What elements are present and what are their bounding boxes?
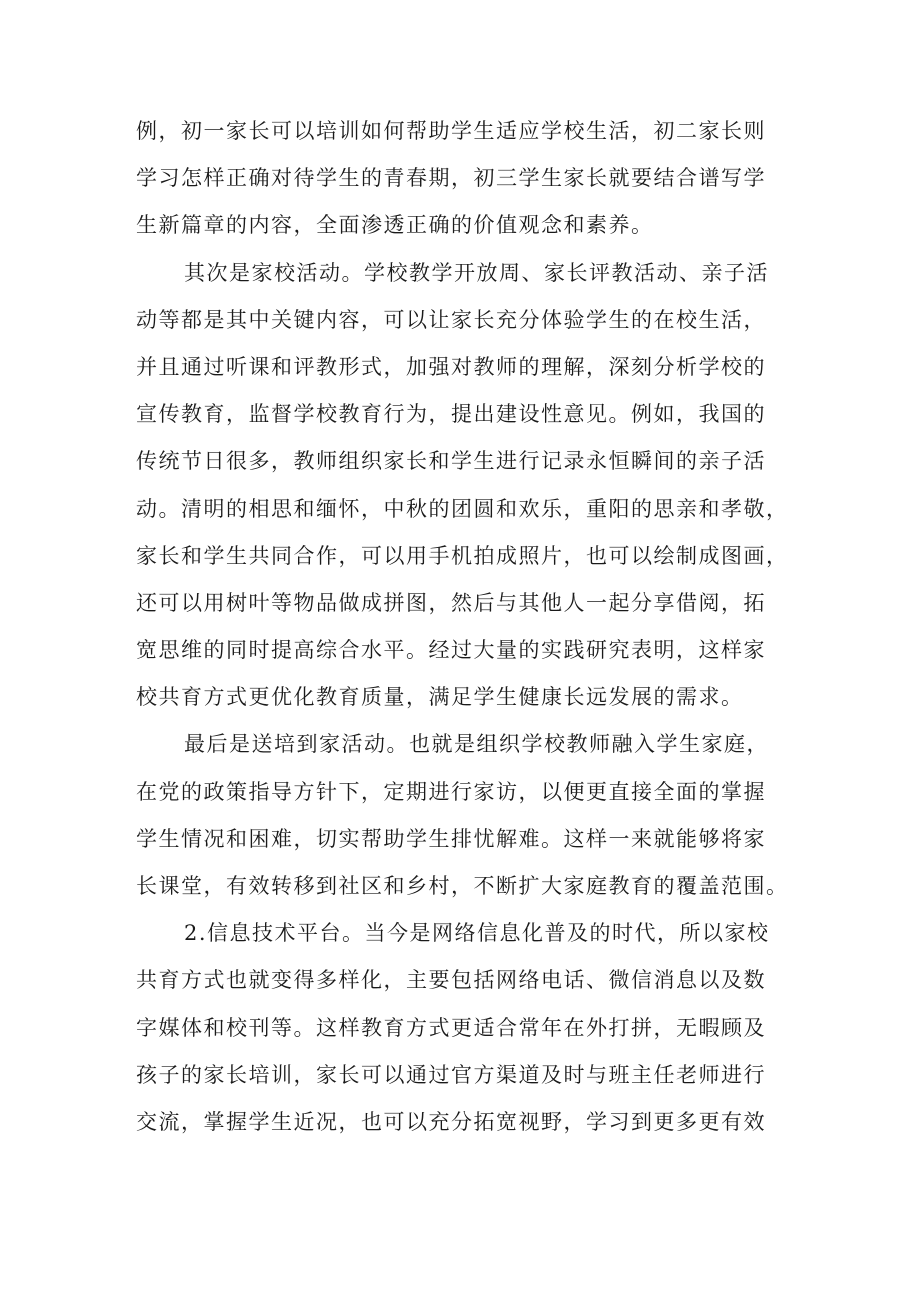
text-line: 学生情况和困难，切实帮助学生排忧解难。这样一来就能够将家 xyxy=(136,826,766,851)
text-line: 最后是送培到家活动。也就是组织学校教师融入学生家庭， xyxy=(184,732,769,757)
text-line: 传统节日很多，教师组织家长和学生进行记录永恒瞬间的亲子活 xyxy=(136,449,766,474)
text-line: 长课堂，有效转移到社区和乡村，不断扩大家庭教育的覆盖范围。 xyxy=(136,874,789,898)
text-line: 其次是家校活动。学校教学开放周、家长评教活动、亲子活 xyxy=(184,260,769,285)
text-line: 动等都是其中关键内容，可以让家长充分体验学生的在校生活， xyxy=(136,307,766,332)
paragraph-1 xyxy=(136,108,796,250)
text-line: 学习怎样正确对待学生的青春期，初三学生家长就要结合谱写学 xyxy=(136,166,766,191)
paragraph-2 xyxy=(136,250,796,722)
text-line: 共育方式也就变得多样化，主要包括网络电话、微信消息以及数 xyxy=(136,968,766,993)
paragraph-4 xyxy=(136,910,796,1146)
text-line: 在党的政策指导方针下，定期进行家访，以便更直接全面的掌握 xyxy=(136,779,766,804)
text-line: 孩子的家长培训，家长可以通过官方渠道及时与班主任老师进行 xyxy=(136,1062,766,1087)
text-line: 生新篇章的内容，全面渗透正确的价值观念和素养。 xyxy=(136,213,654,238)
text-line: 宣传教育，监督学校教育行为，提出建设性意见。例如，我国的 xyxy=(136,402,766,427)
text-line: 交流，掌握学生近况，也可以充分拓宽视野，学习到更多更有效 xyxy=(136,1109,766,1134)
text-line: 2.信息技术平台。当今是网络信息化普及的时代，所以家校 xyxy=(184,921,770,946)
text-line: 宽思维的同时提高综合水平。经过大量的实践研究表明，这样家 xyxy=(136,638,766,663)
text-line: 家长和学生共同合作，可以用手机拍成照片，也可以绘制成图画， xyxy=(136,543,789,568)
text-line: 校共育方式更优化教育质量，满足学生健康长远发展的需求。 xyxy=(136,685,744,710)
text-line: 并且通过听课和评教形式，加强对教师的理解，深刻分析学校的 xyxy=(136,354,766,379)
text-line: 还可以用树叶等物品做成拼图，然后与其他人一起分享借阅，拓 xyxy=(136,590,766,615)
body-text xyxy=(136,108,796,1146)
paragraph-3 xyxy=(136,721,796,910)
text-line: 动。清明的相思和缅怀，中秋的团圆和欢乐，重阳的思亲和孝敬， xyxy=(136,496,789,521)
text-line: 例，初一家长可以培训如何帮助学生适应学校生活，初二家长则 xyxy=(136,119,766,143)
text-line: 字媒体和校刊等。这样教育方式更适合常年在外打拼，无暇顾及 xyxy=(136,1015,766,1040)
